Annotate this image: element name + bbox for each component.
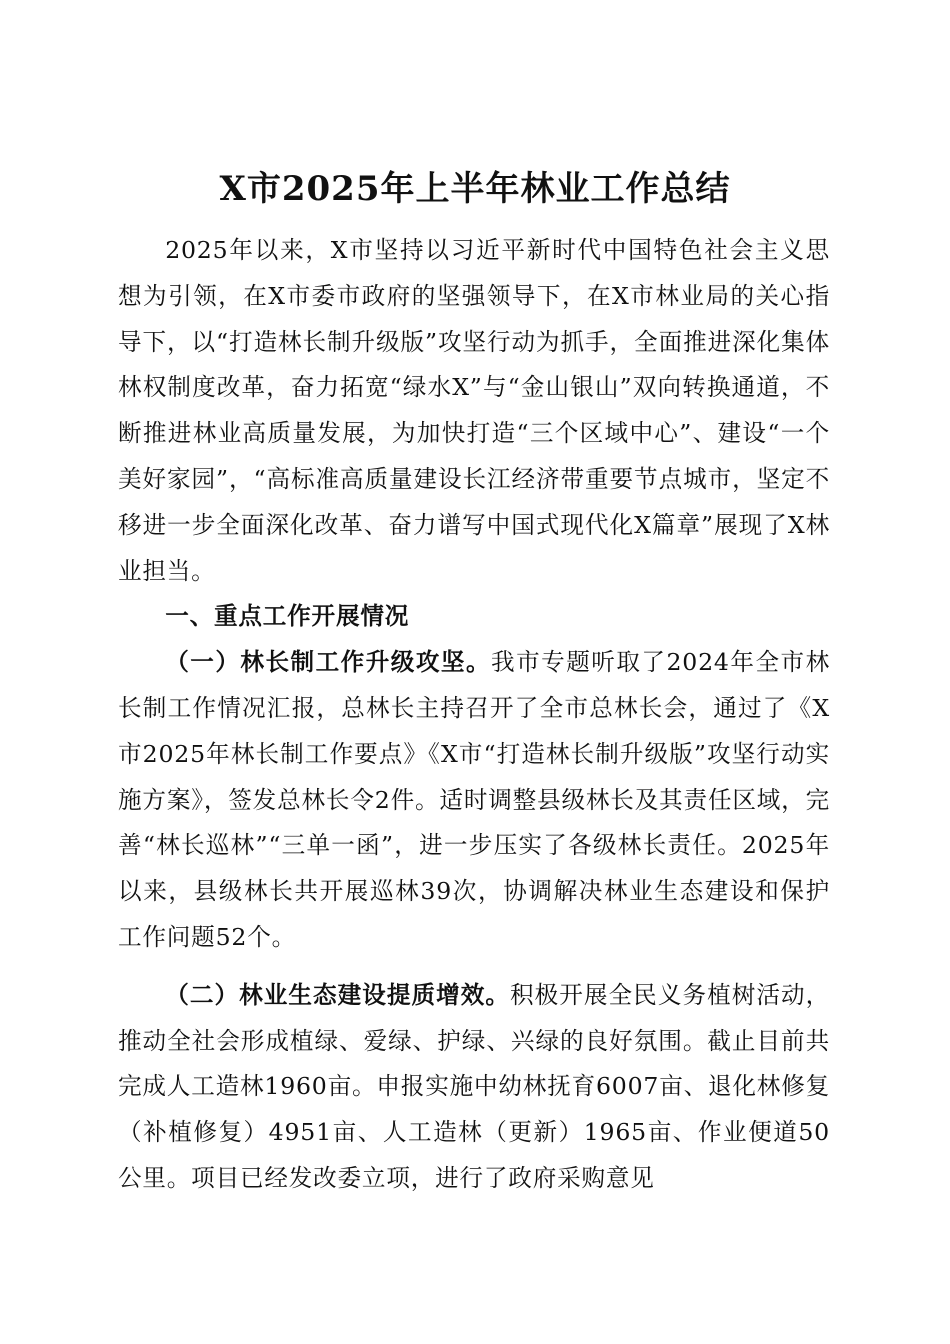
subheading-ecological-construction: （二）林业生态建设提质增效。 [165, 980, 511, 1009]
paragraph-forest-chief-system-text: 我市专题听取了2024年全市林长制工作情况汇报，总林长主持召开了全市总林长会，通过了《X市2025年林长制工作要点》《X市“打造林长制升级版”攻坚行动实施方案》，签发总林长令2件。适时调整县级林长及其责任区域，完善“林长巡林”“三单一函”，进一步压实了各级林长责任。2025年以来，县级林长共开展巡林39次，协调解决林业生态建设和保护工作问题52个。 [118, 648, 830, 951]
intro-paragraph: 2025年以来，X市坚持以习近平新时代中国特色社会主义思想为引领，在X市委市政府的坚强领导下，在X市林业局的关心指导下，以“打造林长制升级版”攻坚行动为抓手，全面推进深化集体林权制度改革，奋力拓宽“绿水X”与“金山银山”双向转换通道，不断推进林业高质量发展，为加快打造“三个区域中心”、建设“一个美好家园”，“高标准高质量建设长江经济带重要节点城市，坚定不移进一步全面深化改革、奋力谱写中国式现代化X篇章”展现了X林业担当。 [118, 236, 830, 585]
subheading-forest-chief-system: （一）林长制工作升级攻坚。 [165, 648, 492, 677]
paragraph-ecological-construction-text: 积极开展全民义务植树活动，推动全社会形成植绿、爱绿、护绿、兴绿的良好氛围。截止目前共完成人工造林1960亩。申报实施中幼林抚育6007亩、退化林修复（补植修复）4951亩、人工造林（更新）1965亩、作业便道50公里。项目已经发改委立项，进行了政府采购意见 [118, 980, 830, 1192]
document-body [118, 228, 830, 1202]
document-title: X市2025年上半年林业工作总结 [219, 168, 731, 209]
section-heading-key-work: 一、重点工作开展情况 [165, 602, 410, 631]
paragraph-forest-chief-system [118, 640, 830, 961]
paragraph-ecological-construction [118, 973, 830, 1202]
